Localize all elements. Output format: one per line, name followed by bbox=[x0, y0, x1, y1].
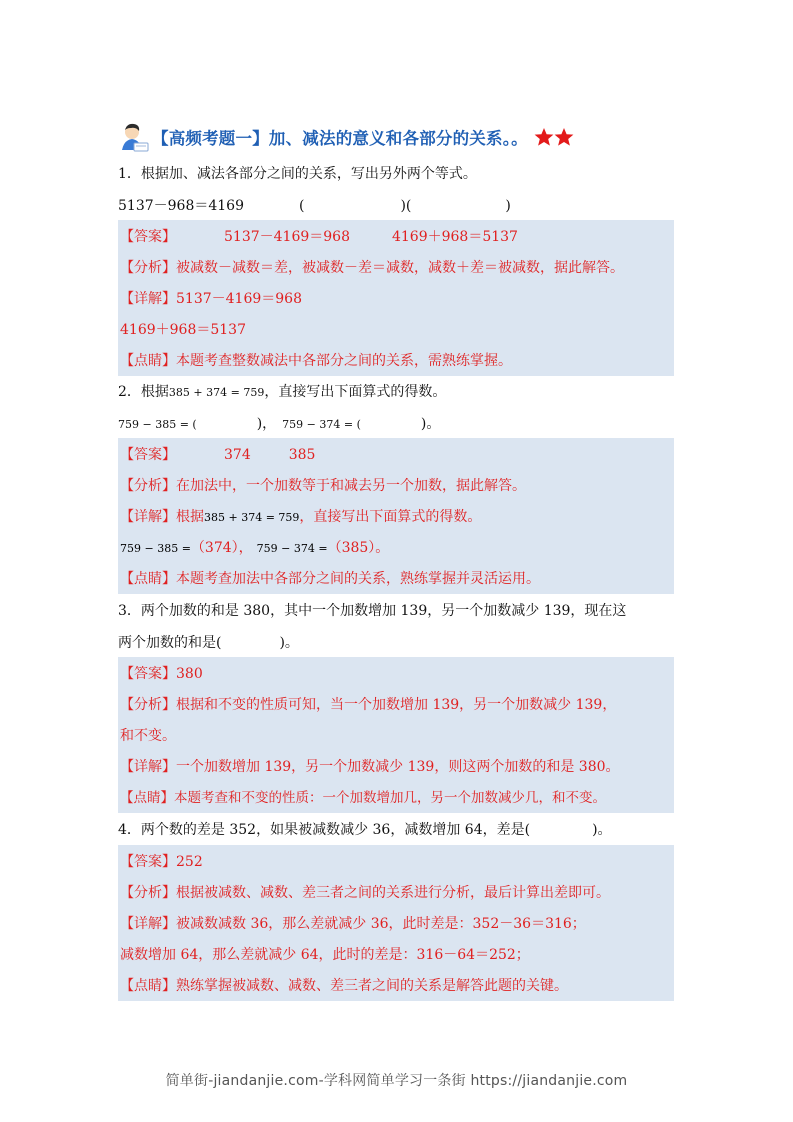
question-4-text bbox=[118, 820, 612, 840]
answer-row bbox=[120, 445, 315, 465]
comment-text: 【点睛】熟练掌握被减数、减数、差三者之间的关系是解答此题的关键。 bbox=[120, 978, 568, 994]
question-2-formula: 385 + 374 = 759 bbox=[168, 386, 265, 399]
answer-value: （385）。 bbox=[327, 540, 390, 556]
question-1-answer-box bbox=[118, 220, 674, 376]
comment-text: 【点睛】本题考查和不变的性质：一个加数增加几，另一个加数减少几，和不变。 bbox=[120, 790, 606, 806]
question-2-prefix: 2．根据 bbox=[118, 384, 169, 400]
answer-value: 385 bbox=[288, 447, 316, 463]
answer-value: 374 bbox=[224, 447, 251, 463]
comment-text: 【点睛】本题考查整数减法中各部分之间的关系，需熟练掌握。 bbox=[120, 353, 512, 369]
question-3-prefix: 两个加数的和是( bbox=[118, 635, 222, 651]
blank-close: )。 bbox=[592, 822, 612, 838]
question-3-text-line1: 3．两个加数的和是 380，其中一个加数增加 139，另一个加数减少 139，现在这 bbox=[118, 603, 627, 619]
blank-separator: )( bbox=[400, 198, 412, 214]
answer-value: 5137－4169＝968 bbox=[224, 229, 350, 245]
section-title-row bbox=[118, 120, 678, 154]
answer-text: 【答案】380 bbox=[120, 666, 203, 682]
blank-close: ) bbox=[505, 198, 511, 214]
question-1-text: 1．根据加、减法各部分之间的关系，写出另外两个等式。 bbox=[118, 166, 477, 182]
detail-text bbox=[120, 507, 481, 528]
detail-text: 【详解】一个加数增加 139，另一个加数减少 139，则这两个加数的和是 380。 bbox=[120, 759, 620, 775]
answer-value: 4169＋968＝5137 bbox=[391, 229, 518, 245]
question-4-prefix: 4．两个数的差是 352，如果被减数减少 36，减数增加 64，差是( bbox=[118, 822, 531, 838]
student-avatar-icon bbox=[118, 121, 150, 153]
analysis-text: 和不变。 bbox=[120, 728, 176, 744]
detail-text: 减数增加 64，那么差就减少 64，此时的差是：316－64＝252； bbox=[120, 947, 530, 963]
answer-row bbox=[120, 227, 518, 247]
detail-text: 【详解】被减数减数 36，那么差就减少 36，此时差是：352－36＝316； bbox=[120, 916, 586, 932]
answer-value: （374）， bbox=[190, 540, 253, 556]
expression: 759 − 374 = bbox=[256, 542, 328, 555]
footer-watermark: 简单街-jiandanjie.com-学科网简单学习一条街 https://jiandanjie.com bbox=[165, 1073, 628, 1089]
analysis-text: 【分析】根据被减数、减数、差三者之间的关系进行分析，最后计算出差即可。 bbox=[120, 885, 610, 901]
question-3-text-line2 bbox=[118, 633, 299, 653]
expression: 759 − 374 = ( bbox=[282, 418, 361, 431]
question-1-equation-row bbox=[118, 196, 511, 216]
detail-expressions bbox=[120, 538, 389, 559]
blank-close: )。 bbox=[279, 635, 299, 651]
question-2-answer-box bbox=[118, 438, 674, 594]
comment-text: 【点睛】本题考查加法中各部分之间的关系，熟练掌握并灵活运用。 bbox=[120, 571, 540, 587]
analysis-text: 【分析】根据和不变的性质可知，当一个加数增加 139，另一个加数减少 139， bbox=[120, 697, 617, 713]
blank-close: )。 bbox=[420, 416, 441, 432]
question-2-text bbox=[118, 382, 446, 403]
detail-suffix: ，直接写出下面算式的得数。 bbox=[299, 509, 482, 525]
detail-text: 【详解】5137－4169＝968 bbox=[120, 291, 302, 307]
expression: 759 − 385 = ( bbox=[118, 418, 197, 431]
detail-prefix: 【详解】根据 bbox=[120, 509, 204, 525]
expression: 759 − 385 = bbox=[120, 542, 191, 555]
question-1-equation: 5137－968＝4169 bbox=[118, 198, 244, 214]
question-2-expressions bbox=[118, 414, 440, 435]
detail-text: 4169＋968＝5137 bbox=[120, 322, 246, 338]
answer-tag: 【答案】 bbox=[120, 447, 176, 463]
difficulty-stars bbox=[534, 127, 574, 147]
question-4-answer-box bbox=[118, 845, 674, 1001]
answer-text: 【答案】252 bbox=[120, 854, 203, 870]
detail-formula: 385 + 374 = 759 bbox=[204, 511, 300, 524]
analysis-text: 【分析】在加法中，一个加数等于和减去另一个加数，据此解答。 bbox=[120, 478, 526, 494]
answer-tag: 【答案】 bbox=[120, 229, 176, 245]
analysis-text: 【分析】被减数－减数＝差，被减数－差＝减数，减数＋差＝被减数，据此解答。 bbox=[120, 260, 624, 276]
blank-open: ( bbox=[298, 198, 305, 214]
question-2-suffix: ，直接写出下面算式的得数。 bbox=[264, 384, 447, 400]
star-icon bbox=[534, 127, 554, 147]
question-3-answer-box bbox=[118, 657, 674, 813]
section-title: 【高频考题一】加、减法的意义和各部分的关系。。 bbox=[152, 129, 528, 148]
blank-close: )， bbox=[256, 416, 277, 432]
star-icon bbox=[554, 127, 574, 147]
